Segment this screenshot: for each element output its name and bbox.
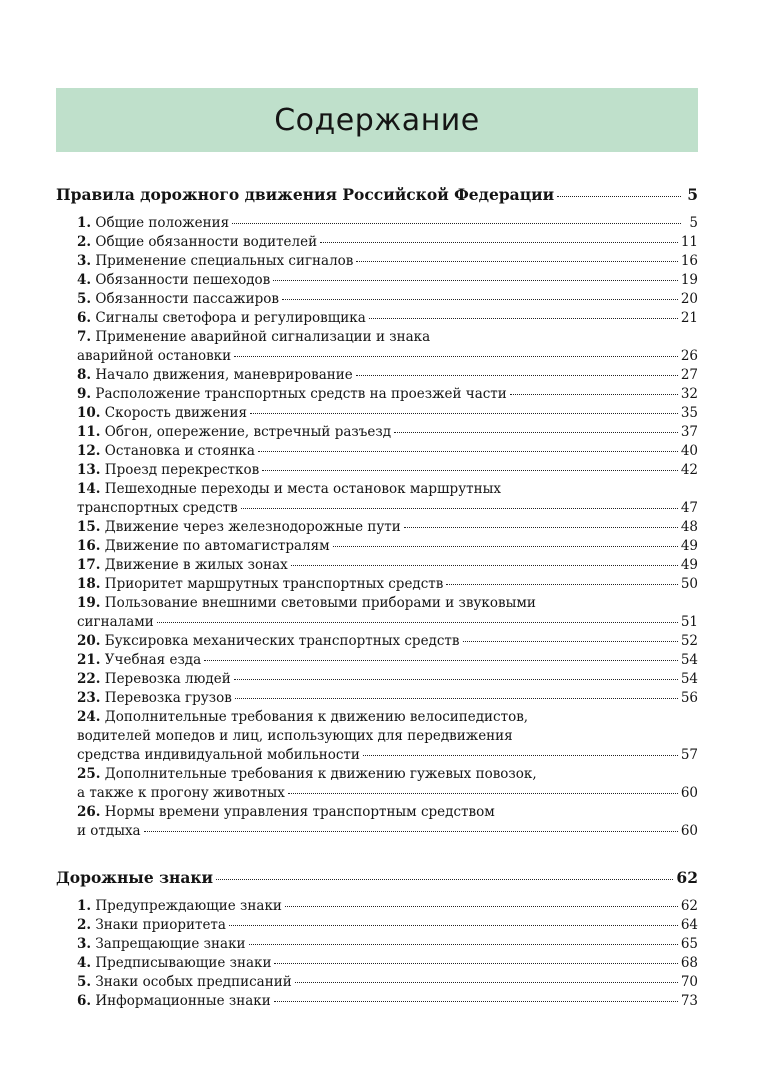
page-number: 5 [687,185,698,204]
section-title: Информационные знаки [95,993,271,1009]
entry-line [77,556,698,575]
page-number: 40 [680,443,698,459]
page-number: 16 [680,253,698,269]
entry-line [77,651,698,670]
entry-text [77,992,271,1011]
section-number: 5. [77,974,92,990]
entry-line [77,632,698,651]
toc-entry [77,537,698,556]
page-number: 27 [680,367,698,383]
entry-line [77,290,698,309]
section-title: Применение аварийной сигнализации и знака [95,329,431,345]
entry-text [77,347,231,366]
toc-entry [77,803,698,841]
dot-leader [258,451,678,452]
entry-line [77,271,698,290]
toc-entry [77,442,698,461]
toc-entry [77,252,698,271]
section-number: 14. [77,481,101,497]
part-heading [56,867,698,889]
dot-leader [249,944,678,945]
toc-entry [77,651,698,670]
entry-text [77,651,201,670]
toc-entry [77,689,698,708]
page-number: 50 [680,576,698,592]
page-number: 62 [680,898,698,914]
toc-entry [77,973,698,992]
toc-entry [77,575,698,594]
section-number: 22. [77,671,101,687]
part-title: Правила дорожного движения Российской Федерации [56,185,555,204]
section-number: 2. [77,234,92,250]
page-number: 5 [689,215,698,231]
toc-entry [77,916,698,935]
section-number: 13. [77,462,101,478]
entry-line [77,214,698,233]
dot-leader [363,755,678,756]
section-number: 1. [77,215,92,231]
entry-text [77,897,282,916]
section-title: Пользование внешними световыми приборами и звуковыми [104,595,536,611]
page-number: 57 [680,747,698,763]
entry-line [77,822,698,841]
section-number: 11. [77,424,101,440]
section-title: Движение в жилых зонах [104,557,288,573]
section-title: Дополнительные требования к движению велосипедистов, [104,709,529,725]
dot-leader [234,679,678,680]
toc-entry [77,328,698,366]
entry-line [77,670,698,689]
toc-entry [77,366,698,385]
part-title: Дорожные знаки [56,868,214,887]
section-title: Скорость движения [104,405,247,421]
entry-line [77,328,698,347]
toc-entry [77,708,698,765]
section-number: 8. [77,367,92,383]
page-number: 11 [680,234,698,250]
section-number: 9. [77,386,92,402]
dot-leader [404,527,678,528]
section-number: 10. [77,405,101,421]
section-number: 19. [77,595,101,611]
page-number: 68 [680,955,698,971]
page-number: 64 [680,917,698,933]
section-number: 4. [77,955,92,971]
entry-line [77,537,698,556]
toc-entry [77,404,698,423]
dot-leader [291,565,678,566]
page-number: 54 [680,652,698,668]
section-title: Знаки особых предписаний [95,974,292,990]
section-number: 25. [77,766,101,782]
section-title: Нормы времени управления транспортным средством [104,804,495,820]
toc-entry [77,935,698,954]
entry-text [77,766,537,782]
page-number: 21 [680,310,698,326]
entry-line [77,992,698,1011]
dot-leader [282,299,678,300]
page-number: 19 [680,272,698,288]
entry-text [77,954,271,973]
section-number: 21. [77,652,101,668]
part-heading [56,184,698,206]
section-number: 2. [77,917,92,933]
dot-leader [394,432,678,433]
entry-line [77,708,698,727]
entry-text [77,709,528,725]
entry-line [77,613,698,632]
section-title: и отдыха [77,823,141,839]
entry-text [77,366,353,385]
entry-line [77,935,698,954]
section-title: транспортных средств [77,500,238,516]
entry-line [77,461,698,480]
page-number: 47 [680,500,698,516]
page-number: 73 [680,993,698,1009]
entry-line [77,803,698,822]
entry-text [77,518,401,537]
toc-entry [77,954,698,973]
section-title: Проезд перекрестков [104,462,260,478]
entry-text [77,689,232,708]
toc-part [56,184,698,841]
dot-leader [144,831,678,832]
section-title: Движение через железнодорожные пути [104,519,401,535]
section-title: Обгон, опережение, встречный разъезд [104,424,392,440]
dot-leader [273,280,678,281]
entry-text [77,746,360,765]
entry-text [77,404,247,423]
toc-entry [77,670,698,689]
entry-line [77,385,698,404]
section-title: Применение специальных сигналов [95,253,354,269]
section-title: Расположение транспортных средств на проезжей части [95,386,507,402]
toc-entry [77,461,698,480]
dot-leader [250,413,678,414]
entry-line [77,765,698,784]
entry-line [77,423,698,442]
page-number: 49 [680,557,698,573]
toc-entry [77,309,698,328]
entry-line [77,727,698,746]
section-title: Предписывающие знаки [95,955,272,971]
dot-leader [274,963,677,964]
section-title: аварийной остановки [77,348,232,364]
entry-line [77,594,698,613]
entry-text [77,233,317,252]
section-list [77,897,698,1011]
section-number: 17. [77,557,101,573]
toc-entry [77,518,698,537]
section-title: Учебная езда [104,652,202,668]
section-list [77,214,698,841]
dot-leader [356,375,678,376]
toc-entry [77,594,698,632]
dot-leader [557,196,681,197]
dot-leader [333,546,678,547]
toc-entry [77,271,698,290]
section-number: 6. [77,993,92,1009]
dot-leader [295,982,678,983]
section-title: Движение по автомагистралям [104,538,330,554]
section-title: сигналами [77,614,154,630]
entry-text [77,613,154,632]
entry-line [77,404,698,423]
section-title: Запрещающие знаки [95,936,246,952]
entry-text [77,804,495,820]
section-number: 16. [77,538,101,554]
entry-line [77,442,698,461]
toc-entry [77,214,698,233]
section-title: Обязанности пешеходов [95,272,271,288]
entry-line [77,499,698,518]
section-number: 20. [77,633,101,649]
toc-entry [77,290,698,309]
section-number: 1. [77,898,92,914]
dot-leader [204,660,678,661]
section-number: 4. [77,272,92,288]
entry-text [77,252,353,271]
entry-text [77,481,501,497]
entry-text [77,214,229,233]
section-number: 15. [77,519,101,535]
section-title: а также к прогону животных [77,785,285,801]
section-title: Перевозка людей [104,671,231,687]
entry-line [77,784,698,803]
page-number: 42 [680,462,698,478]
entry-text [77,556,288,575]
entry-line [77,575,698,594]
entry-text [77,916,226,935]
section-number: 23. [77,690,101,706]
table-of-contents [56,184,698,1011]
entry-text [77,309,366,328]
page-number: 60 [680,785,698,801]
dot-leader [320,242,678,243]
title-banner [56,88,698,152]
entry-text [77,973,292,992]
entry-text [77,499,238,518]
dot-leader [229,925,678,926]
entry-text [77,442,255,461]
page-title: Содержание [274,102,480,138]
section-number: 26. [77,804,101,820]
entry-line [77,973,698,992]
dot-leader [234,356,678,357]
dot-leader [463,641,678,642]
entry-text [77,595,536,611]
section-number: 5. [77,291,92,307]
section-title: Начало движения, маневрирование [95,367,353,383]
section-number: 12. [77,443,101,459]
section-title: Общие положения [95,215,230,231]
page-number: 56 [680,690,698,706]
section-number: 24. [77,709,101,725]
entry-text [77,728,513,744]
toc-part [56,867,698,1011]
dot-leader [235,698,678,699]
page-number: 32 [680,386,698,402]
entry-text [77,784,285,803]
section-title: Обязанности пассажиров [95,291,279,307]
page-number: 48 [680,519,698,535]
entry-text [77,935,246,954]
dot-leader [262,470,678,471]
page-number: 65 [680,936,698,952]
toc-entry [77,897,698,916]
page-number: 20 [680,291,698,307]
section-title: Общие обязанности водителей [95,234,318,250]
entry-text [77,632,460,651]
page-number: 52 [680,633,698,649]
page-number: 54 [680,671,698,687]
section-title: Приоритет маршрутных транспортных средств [104,576,444,592]
section-title: Сигналы светофора и регулировщика [95,310,366,326]
dot-leader [356,261,677,262]
entry-text [77,385,507,404]
toc-entry [77,765,698,803]
dot-leader [274,1001,678,1002]
section-title: средства индивидуальной мобильности [77,747,360,763]
dot-leader [446,584,677,585]
entry-line [77,347,698,366]
page-number: 26 [680,348,698,364]
entry-line [77,916,698,935]
section-title: Дополнительные требования к движению гужевых повозок, [104,766,537,782]
entry-line [77,689,698,708]
section-title: водителей мопедов и лиц, использующих для передвижения [77,728,513,744]
toc-entry [77,632,698,651]
section-number: 7. [77,329,92,345]
page-number: 49 [680,538,698,554]
section-title: Перевозка грузов [104,690,232,706]
dot-leader [157,622,678,623]
dot-leader [510,394,678,395]
entry-text [77,290,279,309]
entry-text [77,822,141,841]
entry-line [77,233,698,252]
entry-line [77,366,698,385]
dot-leader [232,223,681,224]
entry-text [77,670,231,689]
entry-line [77,252,698,271]
toc-entry [77,556,698,575]
dot-leader [241,508,678,509]
section-title: Знаки приоритета [95,917,226,933]
section-title: Буксировка механических транспортных средств [104,633,460,649]
entry-line [77,897,698,916]
entry-text [77,271,270,290]
dot-leader [285,906,678,907]
entry-line [77,954,698,973]
toc-entry [77,423,698,442]
section-title: Остановка и стоянка [104,443,255,459]
page-number: 60 [680,823,698,839]
page-number: 51 [680,614,698,630]
section-title: Пешеходные переходы и места остановок маршрутных [104,481,501,497]
entry-line [77,480,698,499]
entry-text [77,423,391,442]
section-number: 6. [77,310,92,326]
entry-line [77,518,698,537]
dot-leader [216,879,673,880]
entry-line [77,309,698,328]
entry-text [77,537,330,556]
section-title: Предупреждающие знаки [95,898,282,914]
dot-leader [369,318,678,319]
entry-line [77,746,698,765]
section-number: 18. [77,576,101,592]
toc-entry [77,480,698,518]
toc-entry [77,385,698,404]
entry-text [77,575,443,594]
entry-text [77,461,259,480]
page-number: 35 [680,405,698,421]
toc-entry [77,233,698,252]
page-number: 70 [680,974,698,990]
section-number: 3. [77,253,92,269]
toc-entry [77,992,698,1011]
section-number: 3. [77,936,92,952]
page-number: 37 [680,424,698,440]
dot-leader [288,793,678,794]
page-number: 62 [676,868,698,887]
entry-text [77,329,430,345]
